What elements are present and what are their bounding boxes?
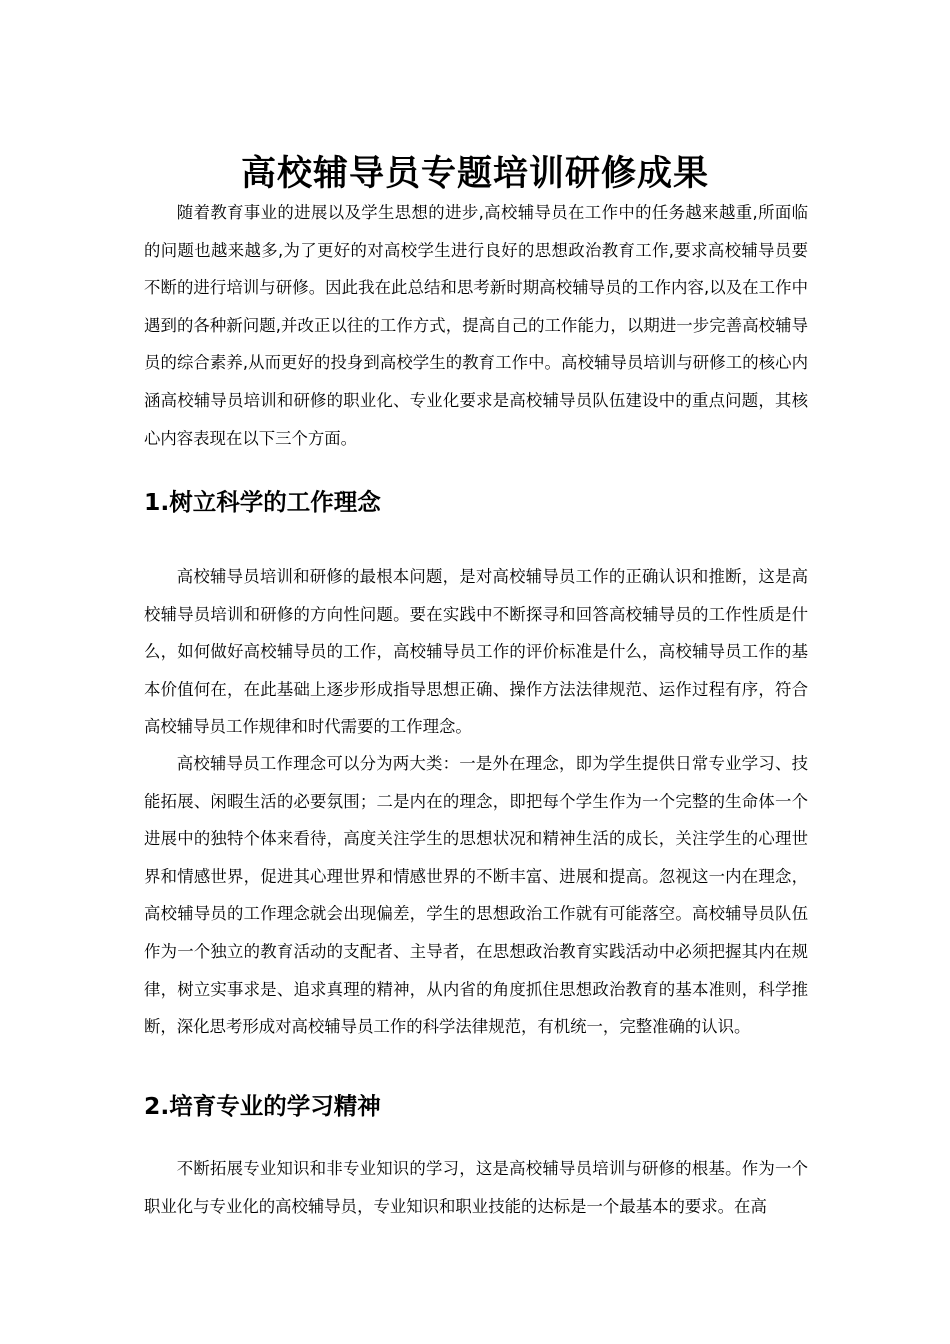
section-1-heading: 1.树立科学的工作理念: [144, 488, 381, 516]
section-1-paragraph-1: 高校辅导员培训和研修的最根本问题，是对高校辅导员工作的正确认识和推断，这是高校辅导员培训和研修的方向性问题。要在实践中不断探寻和回答高校辅导员的工作性质是什么，如何做好高校辅导员的工作，高校辅导员工作的评价标准是什么，高校辅导员工作的基本价值何在，在此基础上逐步形成指导思想正确、操作方法法律规范、运作过程有序，符合高校辅导员工作规律和时代需要的工作理念。: [144, 567, 808, 737]
section-1-paragraph-2: 高校辅导员工作理念可以分为两大类：一是外在理念，即为学生提供日常专业学习、技能拓展、闲暇生活的必要氛围；二是内在的理念，即把每个学生作为一个完整的生命体一个进展中的独特个体来看待，高度关注学生的思想状况和精神生活的成长，关注学生的心理世界和情感世界，促进其心理世界和情感世界的不断丰富、进展和提高。忽视这一内在理念，高校辅导员的工作理念就会出现偏差，学生的思想政治工作就有可能落空。高校辅导员队伍作为一个独立的教育活动的支配者、主导者，在思想政治教育实践活动中必须把握其内在规律，树立实事求是、追求真理的精神，从内省的角度抓住思想政治教育的基本准则，科学推断，深化思考形成对高校辅导员工作的科学法律规范，有机统一，完整准确的认识。: [144, 754, 808, 1037]
document-title: 高校辅导员专题培训研修成果: [240, 154, 709, 195]
section-2-paragraph-1: 不断拓展专业知识和非专业知识的学习，这是高校辅导员培训与研修的根基。作为一个职业化与专业化的高校辅导员，专业知识和职业技能的达标是一个最基本的要求。在高: [144, 1159, 808, 1216]
section-2-heading: 2.培育专业的学习精神: [144, 1092, 381, 1120]
intro-paragraph: 随着教育事业的进展以及学生思想的进步,高校辅导员在工作中的任务越来越重,所面临的问题也越来越多,为了更好的对高校学生进行良好的思想政治教育工作,要求高校辅导员要不断的进行培训与研修。因此我在此总结和思考新时期高校辅导员的工作内容,以及在工作中遇到的各种新问题,并改正以往的工作方式，提高自己的工作能力，以期进一步完善高校辅导员的综合素养,从而更好的投身到高校学生的教育工作中。高校辅导员培训与研修工的核心内涵高校辅导员培训和研修的职业化、专业化要求是高校辅导员队伍建设中的重点问题，其核心内容表现在以下三个方面。: [144, 203, 808, 448]
